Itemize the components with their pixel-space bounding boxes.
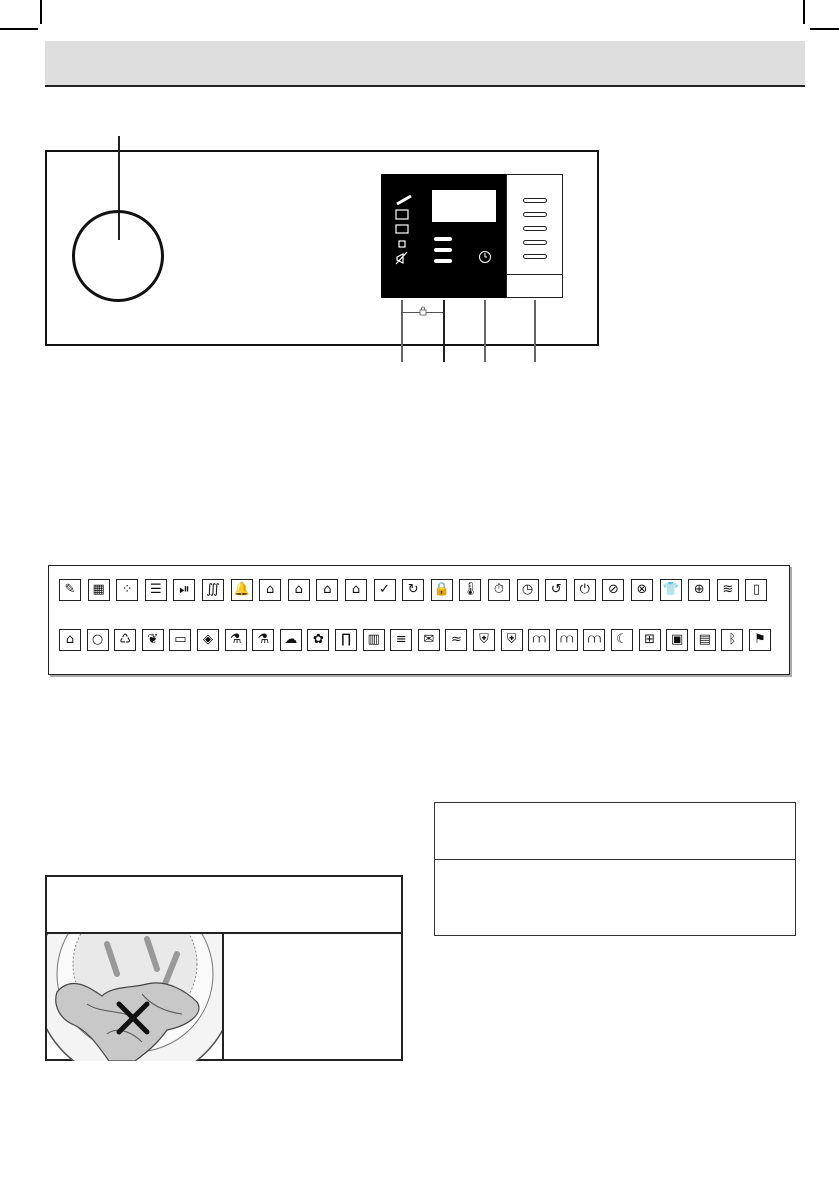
- program-button-5[interactable]: [523, 254, 547, 259]
- display-screen: [432, 190, 496, 222]
- warning-box: [45, 875, 403, 1061]
- mesh-icon: ⊞: [639, 629, 661, 651]
- callout-line-3: [484, 300, 486, 362]
- display-button-1[interactable]: [434, 237, 452, 241]
- list-icon: ☰: [145, 579, 167, 601]
- shield-plus-2-icon: ⛨: [501, 629, 523, 651]
- bell-icon: 🔔: [231, 579, 253, 601]
- shirt-icon: 👕: [660, 579, 682, 601]
- display-button-3[interactable]: [434, 259, 452, 263]
- wave-plus-2-icon: ⩋: [583, 629, 605, 651]
- play-pause-icon: ⏯: [173, 579, 195, 601]
- note-box: [434, 802, 796, 936]
- cancel-cycle-icon: ⊗: [631, 579, 653, 601]
- circle-icon: ○: [87, 629, 109, 651]
- towel-icon: ▭: [169, 629, 191, 651]
- drum-laundry-illustration: [47, 934, 222, 1061]
- phone-icon: ▯: [745, 579, 767, 601]
- symbol-table: [48, 565, 790, 675]
- callout-line-4: [534, 300, 536, 362]
- steam-icon: ∭: [202, 579, 224, 601]
- program-button-column: [506, 174, 563, 298]
- bed-icon: [396, 210, 408, 219]
- pillow-icon: ▣: [666, 629, 688, 651]
- hanger-2-icon: ⌂: [288, 579, 310, 601]
- shirt-refresh-icon: ♺: [114, 629, 136, 651]
- program-selector-dial: [72, 210, 164, 302]
- list-icon: [396, 225, 408, 233]
- pen-icon: ✎: [59, 579, 81, 601]
- jeans-icon: ∏: [335, 629, 357, 651]
- drum-overload-illustration: [47, 934, 222, 1061]
- stack-icon: ≡: [390, 629, 412, 651]
- hanger-box-icon: ⌂: [59, 629, 81, 651]
- thermometer-icon: 🌡: [459, 579, 481, 601]
- crop-mark-top-left-h: [0, 28, 38, 30]
- lock-icon: [399, 241, 405, 247]
- display-side-icons: [393, 188, 423, 288]
- hanger-plus-icon: ⌂: [345, 579, 367, 601]
- wave-plus-icon: ⩋: [556, 629, 578, 651]
- pen-icon: [397, 196, 411, 204]
- note-box-divider: [435, 859, 795, 860]
- lock-icon: 🔒: [431, 579, 453, 601]
- drop-box-icon: ◈: [197, 629, 219, 651]
- program-button-1[interactable]: [523, 198, 547, 203]
- flask-2-icon: ⚗: [252, 629, 274, 651]
- callout-line-2: [443, 300, 445, 362]
- power-icon: ⏻: [574, 579, 596, 601]
- wifi-icon: ≋: [717, 579, 739, 601]
- crop-mark-top-right-v: [803, 0, 805, 24]
- check-icon: ✓: [374, 579, 396, 601]
- dots-icon: ⁘: [116, 579, 138, 601]
- refresh-icon: ↻: [402, 579, 424, 601]
- no-spin-icon: ⊘: [602, 579, 624, 601]
- stopwatch-icon: ⏱: [488, 579, 510, 601]
- shirts-icon: ▥: [363, 629, 385, 651]
- cotton-icon: ✿: [307, 629, 329, 651]
- button-column-divider: [507, 274, 562, 275]
- clothes-icon: ⚑: [749, 629, 771, 651]
- wave-icon: ⩋: [528, 629, 550, 651]
- envelope-icon: ✉: [418, 629, 440, 651]
- program-button-4[interactable]: [523, 240, 547, 245]
- flask-icon: ⚗: [225, 629, 247, 651]
- wind-icon: ≈: [445, 629, 467, 651]
- moon-icon: ☾: [611, 629, 633, 651]
- crop-mark-top-left-v: [40, 0, 42, 24]
- display-button-2[interactable]: [434, 248, 452, 252]
- bluetooth-icon: ᛒ: [721, 629, 743, 651]
- program-button-3[interactable]: [523, 226, 547, 231]
- globe-icon: ⊕: [688, 579, 710, 601]
- child-lock-icon: [418, 306, 428, 316]
- iron-icon: ⌂: [259, 579, 281, 601]
- timer-icon: [478, 250, 492, 264]
- section-header-band: [45, 41, 805, 87]
- shield-plus-icon: ⛨: [473, 629, 495, 651]
- program-button-2[interactable]: [523, 212, 547, 217]
- crop-mark-top-right-h: [810, 28, 839, 30]
- mute-icon: [396, 252, 407, 264]
- bed-icon: ▦: [88, 579, 110, 601]
- eco-blanket-icon: ▤: [694, 629, 716, 651]
- clock-icon: ◷: [517, 579, 539, 601]
- feather-cloud-icon: ☁: [280, 629, 302, 651]
- clock-refresh-icon: ↺: [545, 579, 567, 601]
- callout-line-1: [401, 300, 403, 362]
- warning-box-column-divider: [222, 932, 224, 1061]
- hanger-2-plus-icon: ⌂: [316, 579, 338, 601]
- leaf-icon: ❦: [142, 629, 164, 651]
